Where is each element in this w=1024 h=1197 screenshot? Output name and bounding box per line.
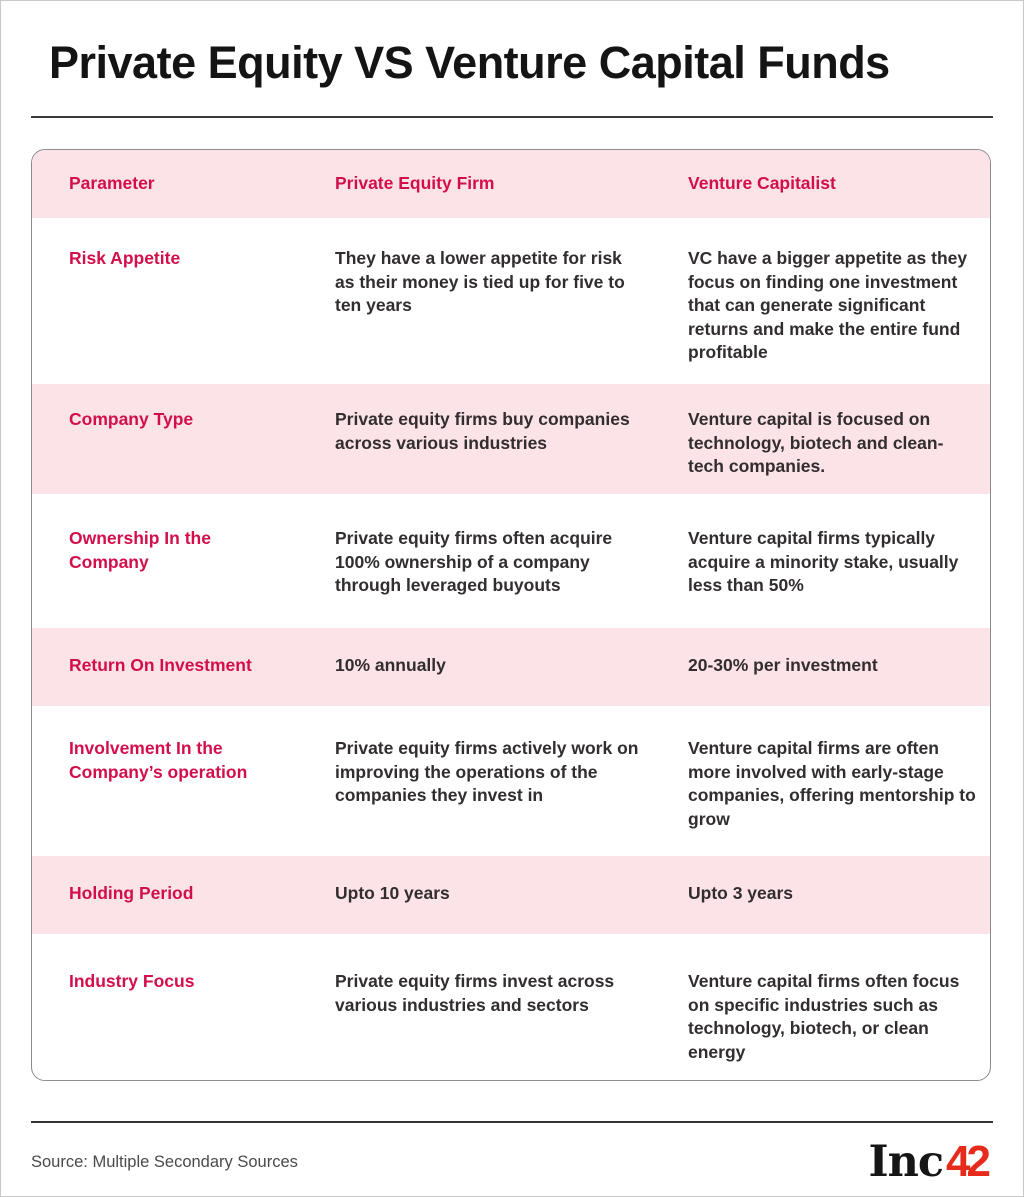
header-cell-parameter: Parameter — [69, 173, 155, 194]
logo-text-inc: Inc — [868, 1137, 944, 1187]
cell-parameter: Ownership In the Company — [69, 528, 211, 572]
table-row-company-type — [32, 384, 990, 494]
cell-private-equity: They have a lower appetite for risk as their money is tied up for five to ten years — [335, 248, 625, 315]
logo-text-42: 42 — [946, 1137, 987, 1186]
cell-venture-capital: Venture capital firms are often more involved with early-stage companies, offering mentorship to grow — [688, 738, 976, 829]
inc42-logo — [868, 1137, 993, 1187]
cell-venture-capital: 20-30% per investment — [688, 655, 878, 675]
cell-parameter: Risk Appetite — [69, 248, 181, 268]
cell-private-equity: Private equity firms buy companies across various industries — [335, 409, 630, 453]
cell-parameter: Industry Focus — [69, 971, 195, 991]
table-row-holding-period — [32, 856, 990, 934]
cell-venture-capital: Venture capital firms typically acquire a minority stake, usually less than 50% — [688, 528, 959, 595]
cell-private-equity: Upto 10 years — [335, 883, 450, 903]
table-row-return-on-investment — [32, 628, 990, 706]
table-row-involvement — [32, 706, 990, 856]
header-cell-private-equity: Private Equity Firm — [335, 173, 495, 194]
cell-private-equity: Private equity firms often acquire 100% ownership of a company through leveraged buyouts — [335, 528, 613, 595]
cell-private-equity: Private equity firms actively work on improving the operations of the companies they invest in — [335, 738, 639, 805]
cell-venture-capital: VC have a bigger appetite as they focus on finding one investment that can generate significant returns and make the entire fund profitable — [688, 248, 968, 362]
table-row-risk-appetite — [32, 218, 990, 384]
cell-parameter: Holding Period — [69, 883, 194, 903]
page-title: Private Equity VS Venture Capital Funds — [49, 37, 890, 88]
table-row-ownership — [32, 494, 990, 628]
cell-venture-capital: Venture capital firms often focus on specific industries such as technology, biotech, or clean energy — [688, 971, 960, 1062]
footer — [31, 1123, 993, 1187]
title-divider — [31, 116, 993, 118]
source-text: Source: Multiple Secondary Sources — [31, 1152, 298, 1171]
cell-parameter: Return On Investment — [69, 655, 252, 675]
table-row-industry-focus — [32, 934, 990, 1080]
cell-private-equity: 10% annually — [335, 655, 446, 675]
comparison-table — [31, 149, 991, 1081]
header-cell-venture-capital: Venture Capitalist — [688, 173, 836, 194]
table-header-row — [32, 150, 990, 218]
cell-parameter: Involvement In the Company’s operation — [69, 738, 248, 782]
cell-private-equity: Private equity firms invest across various industries and sectors — [335, 971, 615, 1015]
cell-venture-capital: Upto 3 years — [688, 883, 794, 903]
cell-venture-capital: Venture capital is focused on technology, biotech and clean-tech companies. — [688, 409, 944, 476]
cell-parameter: Company Type — [69, 409, 194, 429]
